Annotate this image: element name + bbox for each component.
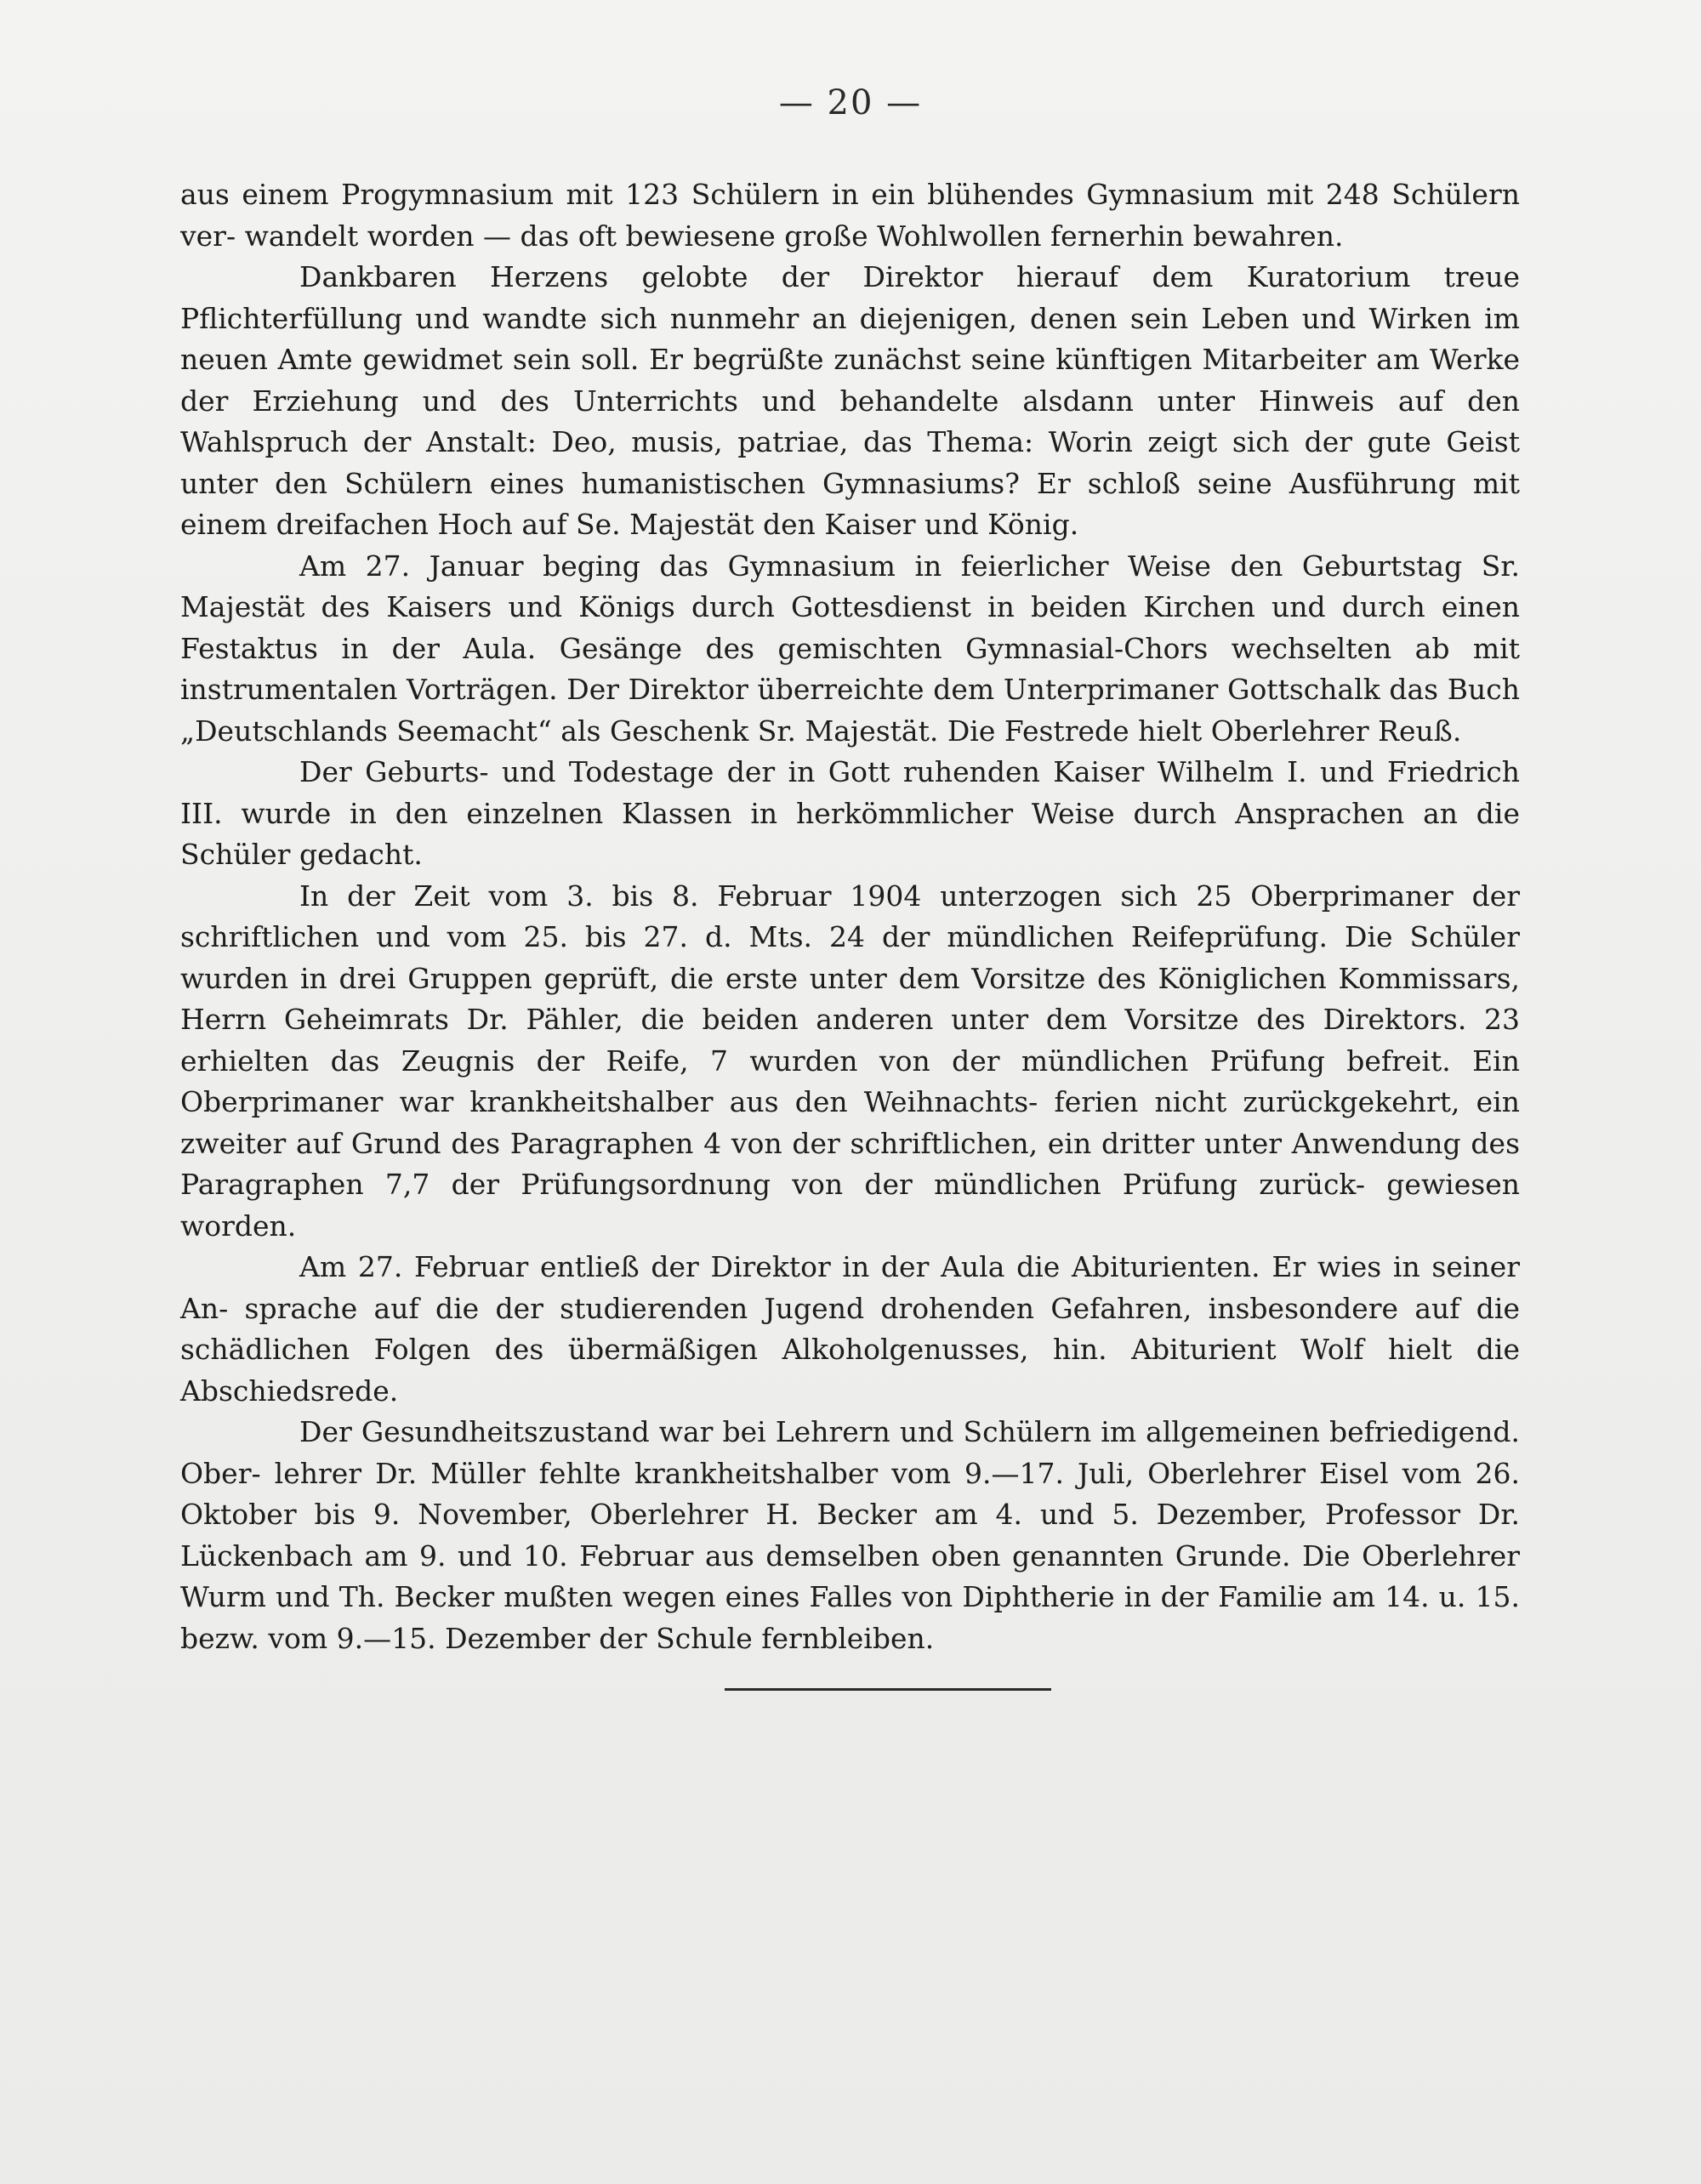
body-text: [180, 174, 1520, 1659]
paragraph-5: In der Zeit vom 3. bis 8. Februar 1904 unterzogen sich 25 Oberprimaner der schriftlichen und vom 25. bis 27. d. Mts. 24 der mündlichen Reifeprüfung. Die Schüler wurden in drei Gruppen geprüft, die erste unter dem Vorsitze des Königlichen Kommissars, Herrn Geheimrats Dr. Pähler, die beiden anderen unter dem Vorsitze des Direktors. 23 erhielten das Zeugnis der Reife, 7 wurden von der mündlichen Prüfung befreit. Ein Oberprimaner war krankheitshalber aus den Weihnachts- ferien nicht zurückgekehrt, ein zweiter auf Grund des Paragraphen 4 von der schriftlichen, ein dritter unter Anwendung des Paragraphen 7,7 der Prüfungsordnung von der mündlichen Prüfung zurück- gewiesen worden.: [180, 879, 1520, 1243]
paragraph-4: Der Geburts- und Todestage der in Gott ruhenden Kaiser Wilhelm I. und Friedrich III. wurde in den einzelnen Klassen in herkömmlicher Weise durch Ansprachen an die Schüler gedacht.: [180, 755, 1520, 871]
paragraph-7: Der Gesundheitszustand war bei Lehrern und Schülern im allgemeinen befriedigend. Ober- lehrer Dr. Müller fehlte krankheitshalber vom 9.—17. Juli, Oberlehrer Eisel vom 26. Oktober bis 9. November, Oberlehrer H. Becker am 4. und 5. Dezember, Professor Dr. Lückenbach am 9. und 10. Februar aus demselben oben genannten Grunde. Die Oberlehrer Wurm und Th. Becker mußten wegen eines Falles von Diphtherie in der Familie am 14. u. 15. bezw. vom 9.—15. Dezember der Schule fernbleiben.: [180, 1415, 1520, 1655]
paragraph-2: Dankbaren Herzens gelobte der Direktor hierauf dem Kuratorium treue Pflichterfüllung und wandte sich nunmehr an diejenigen, denen sein Leben und Wirken im neuen Amte gewidmet sein soll. Er begrüßte zunächst seine künftigen Mitarbeiter am Werke der Erziehung und des Unterrichts und behandelte alsdann unter Hinweis auf den Wahlspruch der Anstalt: Deo, musis, patriae, das Thema: Worin zeigt sich der gute Geist unter den Schülern eines humanistischen Gymnasiums? Er schloß seine Ausführung mit einem dreifachen Hoch auf Se. Majestät den Kaiser und König.: [180, 260, 1520, 541]
paragraph-3: Am 27. Januar beging das Gymnasium in feierlicher Weise den Geburtstag Sr. Majestät des Kaisers und Königs durch Gottesdienst in beiden Kirchen und durch einen Festaktus in der Aula. Gesänge des gemischten Gymnasial-Chors wechselten ab mit instrumentalen Vorträgen. Der Direktor überreichte dem Unterprimaner Gottschalk das Buch „Deutschlands Seemacht“ als Geschenk Sr. Majestät. Die Festrede hielt Oberlehrer Reuß.: [180, 549, 1520, 748]
paragraph-1: aus einem Progymnasium mit 123 Schülern in ein blühendes Gymnasium mit 248 Schülern ver- wandelt worden — das oft bewiesene große Wohlwollen fernerhin bewahren.: [180, 178, 1520, 253]
page-number: — 20 —: [778, 83, 923, 122]
paragraph-6: Am 27. Februar entließ der Direktor in der Aula die Abiturienten. Er wies in seiner An- sprache auf die der studierenden Jugend drohenden Gefahren, insbesondere auf die schädlichen Folgen des übermäßigen Alkoholgenusses, hin. Abiturient Wolf hielt die Abschiedsrede.: [180, 1250, 1520, 1408]
section-divider: [725, 1688, 1051, 1691]
